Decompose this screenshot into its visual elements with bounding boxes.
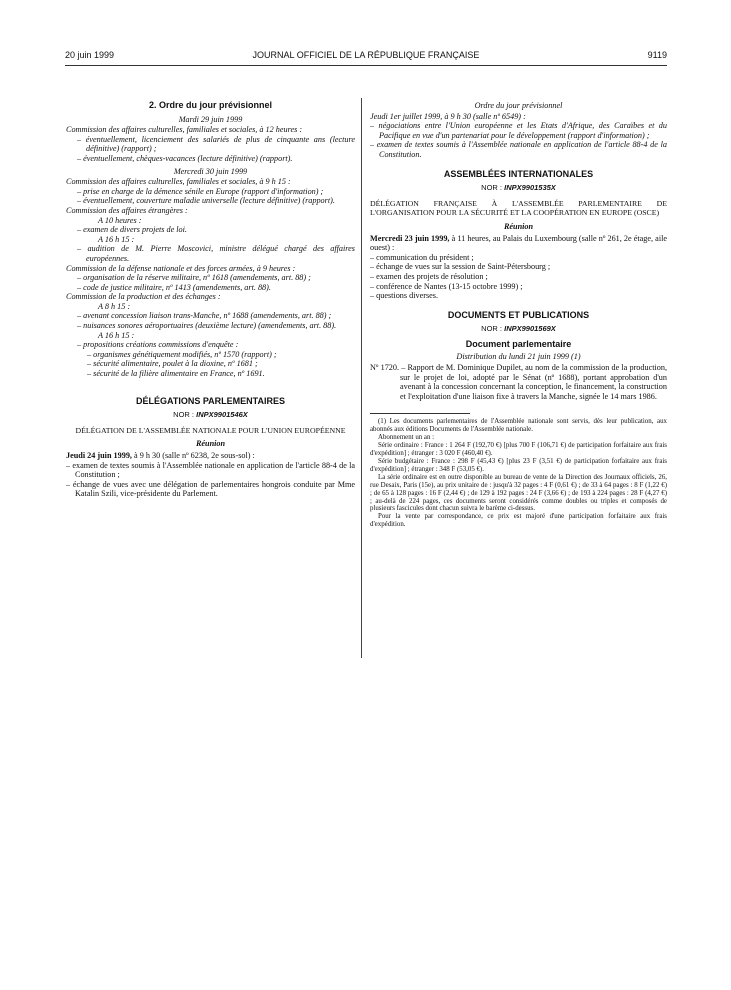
footnote: Pour la vente par correspondance, ce prix est majoré d'une participation forfaitaire aux frais d'expédition.: [370, 513, 667, 529]
commission-line: Commission de la production et des échanges :: [66, 292, 221, 302]
journal-title: JOURNAL OFFICIEL DE LA RÉPUBLIQUE FRANÇAISE: [252, 50, 480, 60]
agenda-subitem: – sécurité alimentaire, poulet à la dioxine, nº 1681 ;: [87, 359, 258, 369]
agenda-item: – prise en charge de la démence sénile en Europe (rapport d'information) ;: [77, 186, 324, 196]
agenda-item: – éventuellement, chèques-vacances (lecture définitive) (rapport).: [77, 153, 293, 163]
delegation-title: DÉLÉGATION FRANÇAISE À L'ASSEMBLÉE PARLEMENTAIRE DE L'ORGANISATION POUR LA SÉCURITÉ ET LA COOPÉRATION EN EUROPE (OSCE): [370, 198, 667, 218]
agenda-item: – éventuellement, licenciement des salariés de plus de cinquante ans (lecture définitive) (rapport) ;: [77, 134, 355, 154]
agenda-item: – examen des projets de résolution ;: [370, 271, 488, 281]
nor-code: INPX9901546X: [196, 410, 248, 420]
odj-day: Jeudi 1er juillet 1999, à 9 h 30 (salle nº 6549) :: [370, 111, 526, 121]
agenda-item: – échange de vues avec une délégation de parlementaires hongrois conduite par Mme Katalin Szili, vice-présidente du Parlement.: [66, 479, 355, 499]
document-entry: Nº 1720. – Rapport de M. Dominique Dupilet, au nom de la commission de la production, sur le projet de loi, adopté par le Sénat (nº 1688), portant approbation d'un avenant à la concession concernant la conception, le financement, la construction et l'exploitation d'une liaison fixe à travers la Manche, signée le 14 mars 1986.: [370, 363, 667, 401]
column-divider: [361, 98, 362, 658]
meeting-date: Mercredi 23 juin 1999,: [370, 233, 450, 243]
nor-label: NOR :: [481, 324, 503, 334]
document-title: Document parlementaire: [465, 338, 572, 349]
day-heading: Mercredi 30 juin 1999: [173, 166, 248, 176]
agenda-item: – examen de textes soumis à l'Assemblée nationale en application de l'article 88-4 de la Constitution ;: [66, 460, 355, 480]
nor-reference: [66, 410, 355, 420]
distribution-line: Distribution du lundi 21 juin 1999 (1): [456, 352, 581, 362]
agenda-subitem: – sécurité de la filière alimentaire en France, nº 1691.: [87, 369, 265, 379]
agenda-item: – éventuellement, couverture maladie universelle (lecture définitive) (rapport).: [77, 196, 335, 206]
nor-code: INPX9901569X: [504, 324, 556, 334]
nor-code: INPX9901535X: [504, 183, 556, 193]
delegation-title: DÉLÉGATION DE L'ASSEMBLÉE NATIONALE POUR L'UNION EUROPÉENNE: [75, 425, 346, 435]
agenda-item: – questions diverses.: [370, 291, 438, 301]
agenda-item: – code de justice militaire, nº 1413 (amendements, art. 88).: [77, 282, 271, 292]
footnote-rule: [370, 413, 470, 414]
section-title-ordre-du-jour: 2. Ordre du jour prévisionnel: [148, 100, 273, 110]
agenda-item: – examen de divers projets de loi.: [77, 225, 187, 235]
time-line: A 8 h 15 :: [98, 301, 131, 311]
footnote: Série ordinaire : France : 1 264 F (192,70 €) [plus 700 F (106,71 €) de participation forfaitaire aux frais d'expédition] ; étranger : 3 020 F (460,40 €).: [370, 442, 667, 458]
meeting-detail: à 11 heures, au Palais du Luxembourg (salle nº 261, 2e étage, aile ouest) :: [370, 233, 667, 253]
time-line: A 16 h 15 :: [98, 234, 135, 244]
meeting-line: [370, 234, 667, 253]
agenda-item: – nuisances sonores aéroportuaires (deuxième lecture) (amendements, art. 88).: [77, 321, 337, 331]
header-rule: [65, 65, 667, 66]
agenda-item: – audition de M. Pierre Moscovici, ministre délégué chargé des affaires européennes.: [77, 244, 355, 263]
time-line: A 10 heures :: [98, 215, 142, 225]
section-title-assemblees: ASSEMBLÉES INTERNATIONALES: [443, 168, 594, 179]
reunion-heading: Réunion: [503, 221, 534, 231]
footnotes: [370, 418, 667, 529]
commission-line: Commission des affaires culturelles, familiales et sociales, à 9 h 15 :: [66, 177, 291, 187]
nor-label: NOR :: [173, 410, 195, 420]
footnote: Série budgétaire : France : 298 F (45,43 €) [plus 23 F (3,51 €) de participation forfaitaire aux frais d'expédition] ; étranger : 348 F (53,05 €).: [370, 457, 667, 473]
commission-line: Commission des affaires étrangères :: [66, 205, 188, 215]
nor-reference: [370, 183, 667, 193]
meeting-date: Jeudi 24 juin 1999,: [66, 451, 132, 460]
left-column: [66, 101, 355, 499]
page-header: [65, 50, 667, 64]
odj-heading: Ordre du jour prévisionnel: [474, 101, 563, 110]
page-number: 9119: [647, 50, 667, 60]
commission-line: Commission de la défense nationale et des forces armées, à 9 heures :: [66, 263, 296, 273]
reunion-heading: Réunion: [195, 439, 226, 449]
agenda-item: – échange de vues sur la session de Saint-Pétersbourg ;: [370, 262, 551, 272]
time-line: A 16 h 15 :: [98, 330, 135, 340]
meeting-detail: à 9 h 30 (salle nº 6238, 2e sous-sol) :: [134, 451, 255, 460]
section-title-delegations: DÉLÉGATIONS PARLEMENTAIRES: [135, 395, 285, 406]
agenda-item: – conférence de Nantes (13-15 octobre 1999) ;: [370, 281, 523, 291]
agenda-item: – examen de textes soumis à l'Assemblée nationale en application de l'article 88-4 de la Constitution.: [370, 140, 667, 159]
header-date: 20 juin 1999: [65, 50, 115, 60]
agenda-item: – négociations entre l'Union européenne et les Etats d'Afrique, des Caraïbes et du Pacifique en vue d'un partenariat pour le développement (rapport d'information) ;: [370, 121, 667, 140]
agenda-item: – organisation de la réserve militaire, nº 1618 (amendements, art. 88) ;: [77, 273, 311, 283]
footnote: La série ordinaire est en outre disponible au bureau de vente de la Direction des Journaux officiels, 26, rue Desaix, Paris (15e), au prix unitaire de : jusqu'à 32 pages : 4 F (0,61 €) ; de 33 à 64 pages : 8 F (1,22 €) ; de 65 à 128 pages : 16 F (2,44 €) ; de 129 à 192 pages : 24 F (3,66 €) ; de 193 à 224 pages : 28 F (4,27 €) ; au-delà de 224 pages, ces documents seront considérés comme doubles ou triples et composés de plusieurs fascicules dont chacun suivra le barème ci-dessus.: [370, 473, 667, 513]
agenda-item: – communication du président ;: [370, 252, 474, 262]
commission-line: Commission des affaires culturelles, familiales et sociales, à 12 heures :: [66, 125, 303, 135]
nor-reference: [370, 324, 667, 334]
section-title-documents: DOCUMENTS ET PUBLICATIONS: [447, 309, 590, 320]
right-column: [370, 101, 667, 529]
agenda-item: – propositions créations commissions d'enquête :: [77, 340, 239, 350]
agenda-subitem: – organismes génétiquement modifiés, nº 1570 (rapport) ;: [87, 349, 277, 359]
footnote: Abonnement un an :: [378, 434, 435, 442]
agenda-item: – avenant concession liaison trans-Manche, nº 1688 (amendements, art. 88) ;: [77, 311, 332, 321]
footnote: (1) Les documents parlementaires de l'Assemblée nationale sont servis, dès leur publication, aux abonnés aux éditions Documents de l'Assemblée nationale.: [370, 418, 667, 434]
meeting-line: [66, 451, 355, 461]
nor-label: NOR :: [481, 183, 503, 193]
day-heading: Mardi 29 juin 1999: [178, 114, 243, 124]
